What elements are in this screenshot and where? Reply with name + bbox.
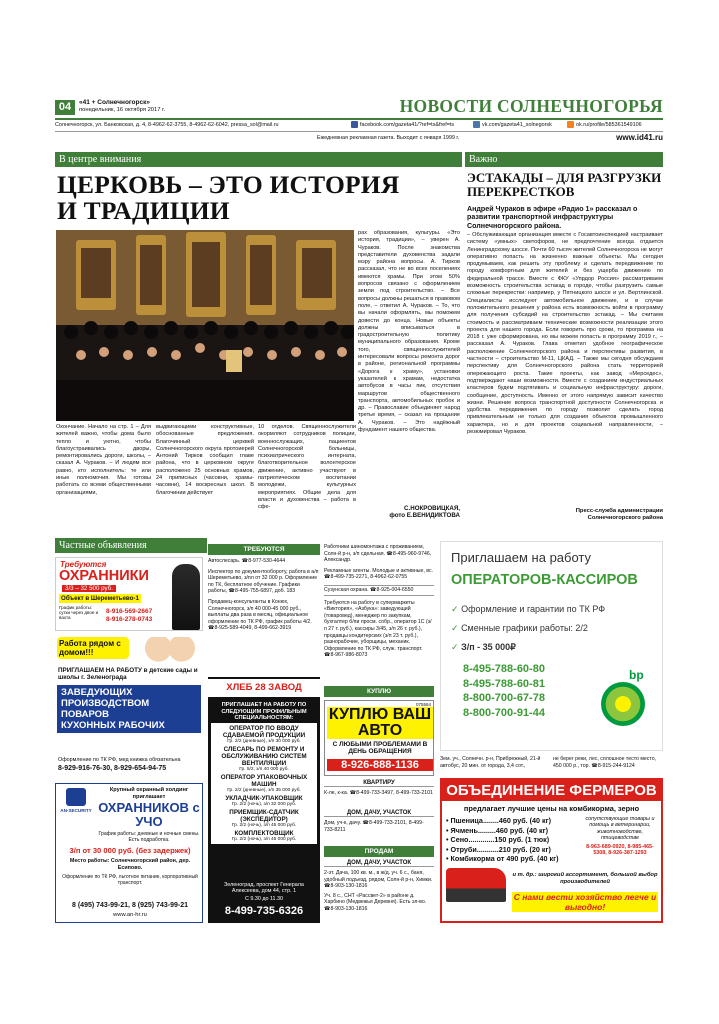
farmers-slogan: С нами вести хозяйство легче и выгодно!: [513, 892, 657, 912]
bakery-brand: ХЛЕБ 28 ЗАВОД: [208, 679, 320, 697]
flat-item: К-ле, к-ка. ☎8-499-733-3497, 8-499-733-2101: [324, 790, 433, 796]
since-line: Ежедневная рекламная газета. Выходит с января 1999 г.: [317, 135, 460, 141]
job-item: ПОВАРОВ: [61, 709, 109, 720]
list-item: Рекламные агенты. Молодые и активные, вс. ☎8-499-735-2271, 8-4962-62-0755: [324, 567, 434, 581]
buy-rubric: КУПЛЮ: [324, 686, 434, 697]
ad-farmers: [440, 778, 663, 923]
vk-icon: [473, 121, 480, 128]
dom-rubric: ДОМ, ДАЧУ, УЧАСТОК: [324, 810, 434, 817]
main-article-col-3: 10 отделов. Священнослужители окормляют сотрудников полиции, военнослужащих, пациентов Солнечногорской больницы, психиатрического интерната, благотворительное волонтерское движение, активно участвуют в патриотическом воспитании молодежи, культурных мероприятиях. Общие дела для власти и духовенства – работа в сфе-: [258, 424, 356, 511]
bakery-job: ОПЕРАТОР ПО ВВОДУ СДАВАЕМОЙ ПРОДУКЦИИ Гр. 2/2 (дневные), з/п 30 000 руб.: [222, 725, 306, 744]
list-item: Сузунская охрана. ☎8-925-004-6550: [324, 585, 434, 596]
ad-security-site[interactable]: www.an-hr.ru: [113, 912, 147, 918]
ad-security-terms: Оформление по ТК РФ, льготное питание, корпоративный транспорт.: [62, 874, 198, 886]
benefit-item: ✓ З/п - 35 000₽: [451, 642, 516, 652]
benefit-item: ✓ Оформление и гарантии по ТК РФ: [451, 604, 606, 614]
ad-school-note: Оформление по ТК РФ, мед книжка обязательна: [58, 757, 181, 763]
mid-list: [324, 544, 434, 659]
main-rubric: В центре внимания: [55, 152, 462, 167]
price-row: • Сено.............150 руб. (1 тюк): [446, 835, 550, 845]
ad-guards-object: Объект в Шереметьево-1: [61, 595, 139, 602]
bakery-phone: 8-499-735-6326: [224, 905, 304, 917]
author-signature: С.НОКРОВИЦКАЯ, фото Е.ВЕНИДИКТОВА: [389, 505, 460, 519]
phone: 8-495-788-60-80: [463, 663, 545, 675]
side-headline: ЭСТАКАДЫ – ДЛЯ РАЗГРУЗКИ ПЕРЕКРЕСТКОВ: [467, 170, 662, 199]
ad-bp: [440, 541, 663, 751]
bakery-job: ПРИЕМЩИК-СДАТЧИК (ЭКСПЕДИТОР) Гр. 2/2 (ночь), з/п 45 000 руб.: [229, 809, 299, 828]
bp-title-2: ОПЕРАТОРОВ-КАССИРОВ: [451, 572, 638, 588]
address-line: Солнечногорск, ул. Банковская, д. 4, 8-4962-62-3755, 8-4962-62-6042, pressa_sol@mail.ru: [55, 122, 279, 128]
buy-car-sub: С ЛЮБЫМИ ПРОБЛЕМАМИ В ДЕНЬ ОБРАЩЕНИЯ: [332, 741, 428, 756]
bakery-invite: ПРИГЛАШАЕТ НА РАБОТУ ПО СЛЕДУЮЩИМ ПРОФИЛЬНЫМ СПЕЦИАЛЬНОСТЯМ:: [221, 702, 307, 722]
list-item: Требуются на работу в супермаркеты «Виктория», «Азбука»: заведующий (товаровед), менеджер по закупкам, бухгалтер б/пи просм. собр., оператор 1С (з/п 27 т. руб.), кассиры 3/45, з/п 26 т. руб.), продавцы кондитерских (з/п 23 т. руб.), разнорабочие, уборщицы, механик. Оформление по ТК РФ, служ. транспорт. ☎8-967-986-8073: [324, 599, 432, 659]
vk-link[interactable]: vk.com/gazeta41_solnegorsk: [473, 121, 552, 128]
ad-security-title: ОХРАННИКОВ с УЧО: [98, 800, 200, 829]
ad-security-holding: Крупный охранный холдинг приглашает: [109, 787, 189, 800]
bakery-address: Зеленоград, проспект Генерала Алексеева, дом 44, стр. 1: [224, 882, 304, 895]
header-divider: [55, 118, 663, 120]
farmers-title: ОБЪЕДИНЕНИЕ ФЕРМЕРОВ: [442, 780, 661, 801]
bp-logo-icon: [601, 682, 645, 726]
page-number: 04: [55, 100, 75, 115]
price-row: • Отруби...........210 руб. (20 кг): [446, 844, 551, 854]
check-icon: ✓: [451, 642, 459, 652]
ad-school: [55, 635, 203, 780]
page-header: [55, 96, 663, 150]
job-item: КУХОННЫХ РАБОЧИХ: [61, 720, 165, 731]
facebook-link[interactable]: facebook.com/gazeta41/?ref=ts&fref=ts: [351, 121, 454, 128]
phone: 8-800-700-67-78: [463, 692, 545, 704]
main-article-col-1: Окончание. Начало на стр. 1 – Для жителей важно, чтобы дома было тепло и уютно, чтобы благоустраивались дворы, ремонтировались дороги, школы, – сказал А. Чураков. – И людям все равно, кто исполнитель: те или иные полномочия. Мы готовы работать со всеми общественными организациями,: [56, 424, 151, 496]
ad-school-title: Работа рядом с домом!!!: [57, 637, 129, 659]
price-row: • Комбикорма от 490 руб. (40 кг): [446, 854, 559, 864]
required-list: [208, 558, 320, 632]
issue-date: понедельник, 16 октября 2017 г.: [79, 107, 166, 113]
headline-line-2: И ТРАДИЦИИ: [57, 196, 230, 225]
phone: 8-800-700-91-44: [463, 706, 545, 719]
headline-line-1: ЦЕРКОВЬ – ЭТО ИСТОРИЯ: [57, 170, 400, 199]
list-item: Автослесарь. ☎8-977-530-4644: [208, 558, 286, 564]
sell-sub: ДОМ, ДАЧУ, УЧАСТОК: [324, 860, 434, 867]
ad-buy-car: [324, 700, 434, 776]
bakery-job: СЛЕСАРЬ ПО РЕМОНТУ И ОБСЛУЖИВАНИЮ СИСТЕМ ВЕНТИЛЯЦИИ Гр. 5/2, з/п 40 000 руб.: [221, 746, 307, 772]
check-icon: ✓: [451, 623, 459, 633]
list-item: Уч. 8 с., СНТ «Рассвет-2» в районе д. Харбино (Медвежья Деревня). Есть эл-во. ☎8-903-130-1816: [324, 892, 427, 912]
list-item: Продавец-консультанты в Конюх, Солнечногорск, з/п 40 000-45 000 руб., выплаты два раза в месяц, официальное оформление по ТК РФ, график работы 4/2. ☎8-925-589-4049, 8-499-662-3919: [208, 598, 312, 632]
buy-car-code: 075564: [415, 702, 431, 707]
buy-car-title: КУПЛЮ ВАШ АВТО: [328, 706, 432, 739]
ad-school-phones: 8-929-916-76-30, 8-929-654-94-75: [58, 765, 167, 772]
farmers-extra: и т. др.: широкий ассортимент, большой выбор производителей: [512, 872, 658, 885]
bp-title-1: Приглашаем на работу: [451, 550, 592, 565]
ad-guards: [55, 557, 203, 631]
bp-benefits: [451, 600, 605, 657]
side-source: Пресс-служба администрации Солнечногорского района: [575, 508, 663, 521]
list-item: Инспектор по документообороту, работа в а/п Шереметьево, з/пл от 32 000 р. Оформление по ТК, бесплатное обучение. Графики работы, ☎8-495-755-6897, доб. 183: [208, 568, 319, 595]
combine-illustration: [446, 868, 506, 902]
ad-security: [55, 783, 203, 923]
ad-bakery: [208, 677, 320, 923]
price-row: • Пшеница........460 руб. (40 кг): [446, 816, 552, 825]
ad-security-pay: 3/п от 30 000 руб. (без задержек): [69, 846, 191, 855]
ad-guards-phones: 8-916-569-2667 8-916-278-0743: [106, 608, 153, 623]
farmers-phones: 8-963-689-0920, 8-985-465-5308, 8-926-387-1293: [586, 844, 654, 857]
classifieds-rubric: Частные объявления: [55, 538, 207, 553]
ok-icon: [567, 121, 574, 128]
farmers-subtitle: предлагает лучшие цены на комбикорма, зерно: [463, 804, 640, 813]
bakery-job: КОМПЛЕКТОВЩИК Гр. 2/2 (ночь), з/п 45 000 руб.: [231, 830, 297, 842]
job-item: ЗАВЕДУЮЩИХ ПРОИЗВОДСТВОМ: [61, 687, 150, 709]
ok-link[interactable]: ok.ru/profile/585361549106: [567, 121, 642, 128]
ad-guards-top: Требуются: [60, 560, 107, 569]
website[interactable]: www.id41.ru: [616, 133, 663, 142]
main-article-col-right: рах образования, культуры. «Это история, традиции», – уверен А. Чураков. После знакомства представители духовенства задали мэру района вопросы. А. Тирков рассказал, что не во всех поселениях имеются храмы. При этом 50% вопросов связано с оформлением земли под строительство. – Все вопросы должны решаться в правовом поле, – ответил А. Чураков. – То, что вы начали оформлять, мы поможем довести до конца. Новые объекты должны вписываться в градостроительную политику муниципального образования. Кроме того, священнослужителей интересовали вопросы ремонта дорог в районе, региональной программы «Дорога к храму», установки указателей к храмам, недостатка автобусов в часы пик, отсутствия маршрутов общественного транспорта, автомобильных пробок и др. – Православие объединяет народ третье время, – сказал на прощание А. Чураков. – Это надёжный фундамент нашего общества.: [358, 230, 460, 434]
farmers-side-note: сопутствующие товары и помощь в ветеринарии, животноводстве, птицеводстве: [585, 816, 655, 842]
bakery-job: ОПЕРАТОР УПАКОВОЧНЫХ МАШИН Гр. 2/2 (дневные), з/п 35 000 руб.: [220, 774, 308, 793]
paper-name: «41 + Солнечногорск»: [79, 99, 150, 106]
bakery-jobs: [211, 723, 317, 844]
section-title: НОВОСТИ СОЛНЕЧНОГОРЬЯ: [399, 96, 663, 116]
security-logo-mark: [66, 788, 86, 806]
main-headline: [57, 172, 457, 224]
bakery-hours: С 9.30 до 11.30: [244, 896, 284, 902]
list-item: 2-эт. Дача, 100 кв. м., в ж/д. уч. 6 с., баня, удобный подъезд, рядом, Солн-й р-н, Химки. ☎8-903-130-1816: [324, 870, 433, 890]
bakery-job: УКЛАДЧИК-УПАКОВЩИК Гр. 2/2 (ночь), з/п 32 000 руб.: [225, 795, 303, 807]
header-divider-2: [55, 131, 663, 132]
side-lead: Андрей Чураков в эфире «Радио 1» рассказал о развитии транспортной инфраструктуры Солнечногорского района.: [467, 205, 638, 230]
guard-figure: [172, 564, 200, 630]
clergy-photo: [56, 230, 354, 421]
side-rubric: Важно: [465, 152, 663, 167]
sell-rubric: ПРОДАМ: [324, 846, 434, 857]
ad-school-invite: ПРИГЛАШАЕМ НА РАБОТУ в детские сады и школы г. Зеленограда: [58, 667, 198, 682]
side-body: – Обслуживающая организация вместе с Госавтоинспекцией настраивает систему «умных» светофоров, не предпочтение всегда отдается Ленинградскому шоссе. Почти 60 тысяч жителей Солнечногорска не могут оперативно попасть на жизненно важные объекты. Мы сегодня продумываем, как решить эту проблему и сделать передвижение по городу комфортным для жителей и без ущерба движению по федеральной трассе. Вместе с ФКУ «Упрдор Россия» рассматриваем возможность строительства эстакад в городе, чтобы разгрузить самые сложные перекрестки: например, у Пятницкого шоссе и ул. Вертлинской. Специалисты исследуют автомобильное движение, и в случае положительного решения у района есть возможность войти в программу для получения субсидий на строительство эстакад. – Мы считаем стоимость и рассматриваем технические возможности реализации этого проекта для нашего города. Если говорить про сроки, то программа на 2018 г. уже сформирована, но мы можем попасть в программу 2019 г., – рассказал А. Чураков. Глава отметил удобное географическое расположение Солнечногорского района и перспективы развития, в частности – строительство М-11, ЦКАД. – Также мы сегодня обсуждаем перспективу для Солнечногорского района стать территорией опережающего роста. Такие проекты, как завод «Мерседес», подтверждают наши возможности. Вместе с созданием индустриальных кластеров будем подтягивать и социальную инфраструктуру: дороги, сообщение, доступность. Именно от этого напрямую зависит качество жизни. Решение вопроса транспортной доступности Солнечногорска и удобства передвижения по городу позволит сделать город привлекательным не только для создания объектов промышленного характера, но и для проектов социальной направленности, – резюмировал Чураков.: [467, 232, 663, 436]
facebook-icon: [351, 121, 358, 128]
main-article-col-2: выдвигающими конструктивные, обоснованные предложения. Благочинный церквей Солнечногорского округа протоиерей Антоний Тирков сообщил главе района, что в церковном округе расположено 25 основных храмов, 24 приписных (часовни, храмы-часовни), 14 воскресных школ. В благочинии действует: [156, 424, 254, 496]
ad-guards-title: ОХРАННИКИ: [59, 568, 149, 584]
ad-guards-salary: 3/3 – 32 500 руб.: [62, 585, 116, 592]
benefit-item: ✓ Сменные графики работы: 2/2: [451, 623, 588, 633]
bp-logo-text: bp: [629, 668, 644, 682]
bp-phones: [463, 662, 545, 720]
dom-item: Дом, уч-к, дачу. ☎8-499-733-2101, 8-499-733-8211: [324, 820, 424, 833]
ad-school-list: [57, 685, 201, 733]
ad-security-place: Место работы: Солнечногорский район, дер. Есипово.: [69, 858, 191, 871]
ad-guards-schedule: График работы: сутки через двое и вахта: [59, 605, 99, 621]
list-item: Работники шиномонтажа с проживанием, Солн-й р-н, з/п сдельная. ☎8-495-960-9746, Александр.: [324, 544, 432, 564]
required-rubric: ТРЕБУЮТСЯ: [208, 544, 320, 555]
buy-car-phone: 8-926-888-1136: [327, 759, 433, 771]
ad-security-phones: 8 (495) 743-99-21, 8 (925) 743-99-21: [72, 902, 188, 909]
check-icon: ✓: [451, 604, 459, 614]
farmers-prices: [446, 816, 576, 864]
phone: 8-495-788-60-81: [463, 677, 545, 690]
chef-illustration: [141, 637, 199, 665]
flat-rubric: КВАРТИРУ: [324, 780, 434, 787]
land-item-left: Зем. уч., Солнечн. р-н, Прибрежный, 21-й автобус, 20 мин. от города, 3,4 сот.,: [440, 756, 541, 769]
price-row: • Ячмень.........460 руб. (40 кг): [446, 825, 549, 835]
security-logo: AN-SECURITY: [60, 808, 92, 813]
ad-security-schedule: График работы: дневные и ночные смены. Есть подработка.: [98, 831, 200, 843]
sell-list: [324, 870, 434, 913]
land-item-right: не берег реки, лес, сплошное тесто место, 450 000 р., тор. ☎8-915-244-9124: [553, 756, 657, 769]
